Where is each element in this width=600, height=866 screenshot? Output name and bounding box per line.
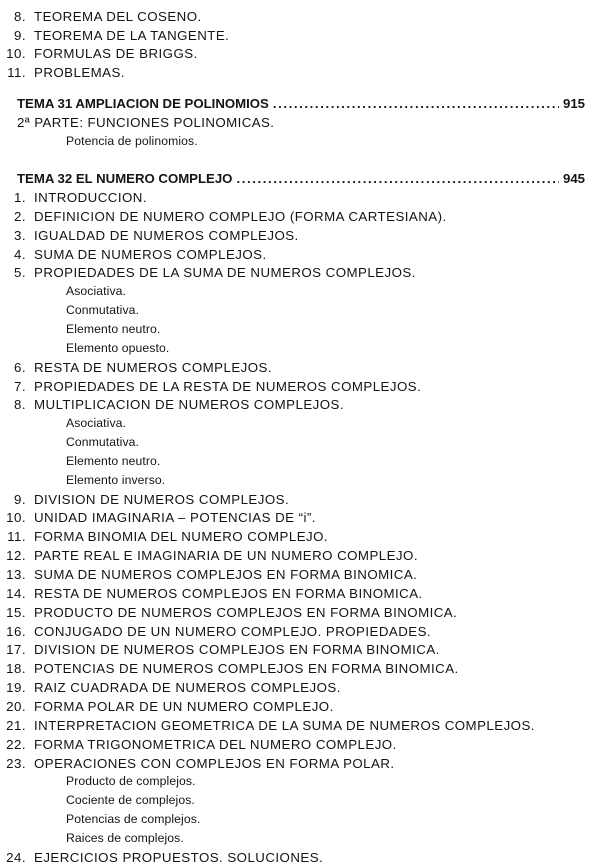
sub-item: Potencia de polinomios. [66,134,198,148]
item-number: 4. [14,247,26,262]
item-text: EJERCICIOS PROPUESTOS. SOLUCIONES. [34,850,324,865]
item-text: DIVISION DE NUMEROS COMPLEJOS. [34,492,290,507]
section-title: TEMA 31 AMPLIACION DE POLINOMIOS [17,96,269,111]
item-number: 10. [6,510,26,525]
item-number: 6. [14,360,26,375]
item-number: 20. [6,699,26,714]
list-item [0,604,457,621]
list-item [0,679,341,696]
item-text: SUMA DE NUMEROS COMPLEJOS. [34,247,267,262]
item-number: 11. [7,529,26,544]
item-text: RAIZ CUADRADA DE NUMEROS COMPLEJOS. [34,680,341,695]
item-text: CONJUGADO DE UN NUMERO COMPLEJO. PROPIEDADES. [34,624,432,639]
item-text: PROPIEDADES DE LA RESTA DE NUMEROS COMPLEJOS. [34,379,422,394]
list-item [0,396,344,413]
item-number: 21. [6,718,26,733]
list-item [0,246,267,263]
sub-item: Cociente de complejos. [66,793,195,807]
section-heading-tema-32 [17,171,585,188]
item-number: 24. [6,850,26,865]
dot-leader [273,96,559,111]
item-number: 7. [14,379,26,394]
list-item [0,378,421,395]
item-number: 5. [14,265,26,280]
list-item [0,641,440,658]
sub-item: Elemento neutro. [66,322,161,336]
item-text: POTENCIAS DE NUMEROS COMPLEJOS EN FORMA BINOMICA. [34,661,459,676]
list-item [0,227,299,244]
list-item [0,566,417,583]
item-text: INTRODUCCION. [34,190,147,205]
item-number: 19. [6,680,26,695]
list-item [0,491,289,508]
item-number: 23. [6,756,26,771]
list-item: 11. PROBLEMAS. [7,65,125,80]
item-text: DEFINICION DE NUMERO COMPLEJO (FORMA CARTESIANA). [34,209,447,224]
sub-item: Elemento neutro. [66,454,161,468]
item-number: 3. [14,228,26,243]
item-text: MULTIPLICACION DE NUMEROS COMPLEJOS. [34,397,345,412]
item-number: 17. [6,642,26,657]
item-text: DIVISION DE NUMEROS COMPLEJOS EN FORMA BINOMICA. [34,642,440,657]
item-text: UNIDAD IMAGINARIA – POTENCIAS DE “i”. [34,510,316,525]
sub-item: Conmutativa. [66,435,140,449]
item-text: PROPIEDADES DE LA SUMA DE NUMEROS COMPLEJOS. [34,265,416,280]
item-number: 16. [6,624,26,639]
item-number: 18. [6,661,26,676]
item-text: RESTA DE NUMEROS COMPLEJOS. [34,360,272,375]
item-text: OPERACIONES CON COMPLEJOS EN FORMA POLAR. [34,756,395,771]
item-number: 1. [14,190,26,205]
list-item [0,359,272,376]
list-item [0,717,535,734]
item-text: FORMA BINOMIA DEL NUMERO COMPLEJO. [34,529,329,544]
list-item [0,660,459,677]
sub-item: Potencias de complejos. [66,812,201,826]
item-number: 8. [14,397,26,412]
sub-item: Elemento inverso. [66,473,166,487]
list-item [0,755,395,772]
sub-item: Asociativa. [66,416,127,430]
list-item [0,698,334,715]
list-item [0,736,397,753]
sub-item: Asociativa. [66,284,127,298]
list-item: 8. TEOREMA DEL COSENO. [14,9,202,24]
item-number: 2. [14,209,26,224]
item-number: 9. [14,492,26,507]
section-title: TEMA 32 EL NUMERO COMPLEJO [17,171,233,186]
sub-item: Elemento opuesto. [66,341,170,355]
list-item: 9. TEOREMA DE LA TANGENTE. [14,28,230,43]
item-text: RESTA DE NUMEROS COMPLEJOS EN FORMA BINOMICA. [34,586,423,601]
sub-item: Producto de complejos. [66,774,196,788]
list-item [0,189,147,206]
sub-item: Conmutativa. [66,303,140,317]
item-number: 15. [6,605,26,620]
item-text: SUMA DE NUMEROS COMPLEJOS EN FORMA BINOMICA. [34,567,418,582]
list-item [0,547,418,564]
sub-item: Raices de complejos. [66,831,184,845]
section-heading-tema-31 [17,96,585,113]
item-text: FORMA POLAR DE UN NUMERO COMPLEJO. [34,699,334,714]
item-text: IGUALDAD DE NUMEROS COMPLEJOS. [34,228,299,243]
list-item [0,208,447,225]
item-number: 12. [6,548,26,563]
item-text: FORMA TRIGONOMETRICA DEL NUMERO COMPLEJO. [34,737,397,752]
page-number: 945 [562,171,585,186]
page-number: 915 [562,96,585,111]
list-item [0,849,323,866]
item-text: PARTE REAL E IMAGINARIA DE UN NUMERO COMPLEJO. [34,548,418,563]
list-item [0,623,431,640]
list-item [0,528,328,545]
list-item [0,509,316,526]
part-heading: 2ª PARTE: FUNCIONES POLINOMICAS. [17,115,275,130]
item-number: 13. [6,567,26,582]
item-text: PRODUCTO DE NUMEROS COMPLEJOS EN FORMA BINOMICA. [34,605,458,620]
list-item [0,585,423,602]
dot-leader [236,171,559,186]
item-number: 14. [6,586,26,601]
list-item: 10. FORMULAS DE BRIGGS. [6,46,198,61]
item-number: 22. [6,737,26,752]
item-text: INTERPRETACION GEOMETRICA DE LA SUMA DE NUMEROS COMPLEJOS. [34,718,535,733]
list-item [0,264,416,281]
